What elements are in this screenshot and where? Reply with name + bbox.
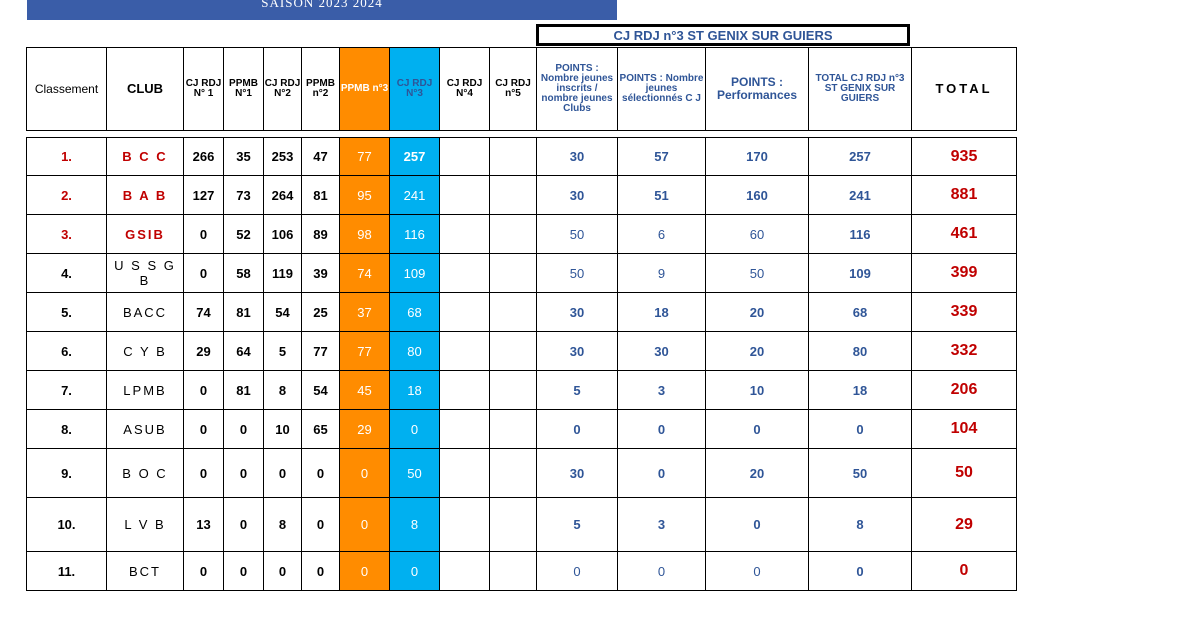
cell-cj1: 127: [184, 176, 224, 215]
header-row: [27, 48, 1017, 131]
cell-ppmb2: 39: [302, 254, 340, 293]
header-cj4: CJ RDJ N°4: [440, 48, 490, 131]
cell-cj4: [440, 254, 490, 293]
cell-p3: 20: [706, 449, 809, 498]
table-row: [27, 138, 1017, 176]
cell-cj1: 0: [184, 552, 224, 591]
cell-cj1: 0: [184, 254, 224, 293]
cell-cj5: [490, 371, 537, 410]
cell-rank: 5.: [27, 293, 107, 332]
cell-ppmb2: 0: [302, 552, 340, 591]
cell-cj2: 10: [264, 410, 302, 449]
cell-ppmb1: 81: [224, 293, 264, 332]
cell-tcj: 0: [809, 410, 912, 449]
cell-p1: 30: [537, 332, 618, 371]
cell-cj1: 266: [184, 138, 224, 176]
cell-tcj: 116: [809, 215, 912, 254]
cell-ppmb2: 0: [302, 449, 340, 498]
cell-p3: 60: [706, 215, 809, 254]
cell-cj4: [440, 371, 490, 410]
cell-cj3: 50: [390, 449, 440, 498]
cell-cj1: 0: [184, 410, 224, 449]
cell-ppmb1: 58: [224, 254, 264, 293]
cell-ppmb2: 89: [302, 215, 340, 254]
cell-ppmb1: 52: [224, 215, 264, 254]
cell-ppmb2: 25: [302, 293, 340, 332]
cell-p1: 30: [537, 293, 618, 332]
cell-cj5: [490, 449, 537, 498]
header-total: TOTAL: [912, 48, 1017, 131]
cell-rank: 9.: [27, 449, 107, 498]
cell-total: 29: [912, 498, 1017, 552]
cell-p1: 30: [537, 176, 618, 215]
cell-tcj: 109: [809, 254, 912, 293]
spacer-cell: [27, 131, 1017, 138]
cell-p3: 50: [706, 254, 809, 293]
cell-cj1: 0: [184, 449, 224, 498]
header-points-inscrits: POINTS : Nombre jeunes inscrits / nombre jeunes Clubs: [537, 48, 618, 131]
cell-p1: 50: [537, 254, 618, 293]
cell-cj4: [440, 215, 490, 254]
header-classement: Classement: [27, 48, 107, 131]
cell-ppmb3: 77: [340, 332, 390, 371]
cell-p2: 0: [618, 552, 706, 591]
cell-cj2: 253: [264, 138, 302, 176]
cell-cj2: 264: [264, 176, 302, 215]
cell-club: ASUB: [107, 410, 184, 449]
cell-club: L V B: [107, 498, 184, 552]
table-row: [27, 498, 1017, 552]
cell-p1: 0: [537, 552, 618, 591]
header-cj3: CJ RDJ N°3: [390, 48, 440, 131]
cell-club: BCT: [107, 552, 184, 591]
cell-cj3: 68: [390, 293, 440, 332]
cell-tcj: 80: [809, 332, 912, 371]
cell-p1: 30: [537, 449, 618, 498]
header-club: CLUB: [107, 48, 184, 131]
cell-rank: 10.: [27, 498, 107, 552]
cell-cj1: 0: [184, 215, 224, 254]
cell-p2: 6: [618, 215, 706, 254]
cell-tcj: 68: [809, 293, 912, 332]
cell-rank: 7.: [27, 371, 107, 410]
cj-rdj-3-header: CJ RDJ n°3 ST GENIX SUR GUIERS: [536, 24, 910, 46]
cell-club: GSIB: [107, 215, 184, 254]
cell-cj5: [490, 293, 537, 332]
cell-rank: 8.: [27, 410, 107, 449]
cell-cj4: [440, 498, 490, 552]
cell-ppmb3: 0: [340, 498, 390, 552]
cell-cj5: [490, 176, 537, 215]
cell-cj4: [440, 332, 490, 371]
cell-cj4: [440, 293, 490, 332]
cell-p1: 30: [537, 138, 618, 176]
cell-p3: 170: [706, 138, 809, 176]
cell-cj4: [440, 138, 490, 176]
cell-total: 0: [912, 552, 1017, 591]
cell-cj3: 18: [390, 371, 440, 410]
cell-p3: 0: [706, 410, 809, 449]
cell-cj1: 29: [184, 332, 224, 371]
cell-cj2: 5: [264, 332, 302, 371]
table-row: [27, 371, 1017, 410]
cell-club: C Y B: [107, 332, 184, 371]
cell-total: 399: [912, 254, 1017, 293]
cell-cj5: [490, 552, 537, 591]
cell-cj1: 0: [184, 371, 224, 410]
cell-tcj: 8: [809, 498, 912, 552]
cell-cj5: [490, 138, 537, 176]
cell-tcj: 0: [809, 552, 912, 591]
cell-club: LPMB: [107, 371, 184, 410]
header-total-cj: TOTAL CJ RDJ n°3 ST GENIX SUR GUIERS: [809, 48, 912, 131]
cell-club: B O C: [107, 449, 184, 498]
cell-club: B A B: [107, 176, 184, 215]
cell-p1: 0: [537, 410, 618, 449]
cell-cj1: 74: [184, 293, 224, 332]
cell-cj2: 106: [264, 215, 302, 254]
ranking-table: [26, 47, 1017, 591]
table-row: [27, 410, 1017, 449]
cell-p1: 5: [537, 371, 618, 410]
cell-cj3: 116: [390, 215, 440, 254]
cell-rank: 6.: [27, 332, 107, 371]
cell-cj1: 13: [184, 498, 224, 552]
cell-total: 461: [912, 215, 1017, 254]
cell-ppmb2: 54: [302, 371, 340, 410]
cell-ppmb3: 29: [340, 410, 390, 449]
header-points-performances: POINTS : Performances: [706, 48, 809, 131]
cell-ppmb1: 64: [224, 332, 264, 371]
cell-ppmb3: 98: [340, 215, 390, 254]
cell-cj2: 0: [264, 449, 302, 498]
cell-p2: 57: [618, 138, 706, 176]
cell-rank: 11.: [27, 552, 107, 591]
cell-rank: 3.: [27, 215, 107, 254]
cell-ppmb1: 0: [224, 498, 264, 552]
cell-ppmb3: 77: [340, 138, 390, 176]
ranking-body: [27, 138, 1017, 591]
cell-cj4: [440, 410, 490, 449]
cell-rank: 2.: [27, 176, 107, 215]
cell-cj4: [440, 176, 490, 215]
cell-total: 206: [912, 371, 1017, 410]
cell-p2: 0: [618, 449, 706, 498]
cell-club: B C C: [107, 138, 184, 176]
cell-cj2: 119: [264, 254, 302, 293]
cell-cj3: 80: [390, 332, 440, 371]
cell-p2: 3: [618, 371, 706, 410]
cell-p1: 5: [537, 498, 618, 552]
header-cj1: CJ RDJ N° 1: [184, 48, 224, 131]
cell-cj2: 0: [264, 552, 302, 591]
cell-tcj: 18: [809, 371, 912, 410]
cell-ppmb3: 95: [340, 176, 390, 215]
cell-cj5: [490, 254, 537, 293]
cell-cj4: [440, 449, 490, 498]
cell-cj3: 8: [390, 498, 440, 552]
cell-cj5: [490, 332, 537, 371]
cell-ppmb2: 0: [302, 498, 340, 552]
cell-cj5: [490, 215, 537, 254]
cell-total: 339: [912, 293, 1017, 332]
table-row: [27, 215, 1017, 254]
header-ppmb3: PPMB n°3: [340, 48, 390, 131]
cell-cj5: [490, 498, 537, 552]
cell-cj2: 8: [264, 371, 302, 410]
cell-total: 104: [912, 410, 1017, 449]
cell-cj3: 0: [390, 552, 440, 591]
cell-total: 332: [912, 332, 1017, 371]
cell-ppmb3: 74: [340, 254, 390, 293]
cell-tcj: 50: [809, 449, 912, 498]
cell-p2: 9: [618, 254, 706, 293]
cell-cj2: 8: [264, 498, 302, 552]
cell-ppmb3: 0: [340, 449, 390, 498]
cell-ppmb1: 35: [224, 138, 264, 176]
cell-ppmb1: 0: [224, 552, 264, 591]
cell-p2: 3: [618, 498, 706, 552]
cell-cj5: [490, 410, 537, 449]
cell-ppmb3: 37: [340, 293, 390, 332]
cell-cj3: 257: [390, 138, 440, 176]
header-points-selection: POINTS : Nombre jeunes sélectionnés C J: [618, 48, 706, 131]
cell-cj3: 0: [390, 410, 440, 449]
cell-ppmb1: 0: [224, 410, 264, 449]
season-title: SAISON 2023 2024: [261, 0, 383, 10]
header-cj5: CJ RDJ n°5: [490, 48, 537, 131]
cell-p3: 10: [706, 371, 809, 410]
cell-p2: 18: [618, 293, 706, 332]
cell-cj2: 54: [264, 293, 302, 332]
cell-p3: 0: [706, 498, 809, 552]
cell-ppmb3: 45: [340, 371, 390, 410]
season-banner: [27, 0, 617, 20]
cell-club: BACC: [107, 293, 184, 332]
cell-tcj: 257: [809, 138, 912, 176]
cell-tcj: 241: [809, 176, 912, 215]
cell-ppmb2: 81: [302, 176, 340, 215]
cell-cj4: [440, 552, 490, 591]
table-row: [27, 332, 1017, 371]
spacer-row: [27, 131, 1017, 138]
cell-ppmb2: 77: [302, 332, 340, 371]
cell-rank: 4.: [27, 254, 107, 293]
cell-ppmb3: 0: [340, 552, 390, 591]
cell-p3: 0: [706, 552, 809, 591]
table-row: [27, 254, 1017, 293]
cell-rank: 1.: [27, 138, 107, 176]
cell-club: U S S G B: [107, 254, 184, 293]
cell-total: 935: [912, 138, 1017, 176]
cell-p2: 30: [618, 332, 706, 371]
header-cj2: CJ RDJ N°2: [264, 48, 302, 131]
cell-p3: 160: [706, 176, 809, 215]
cell-total: 50: [912, 449, 1017, 498]
cell-ppmb1: 81: [224, 371, 264, 410]
cell-ppmb2: 47: [302, 138, 340, 176]
cell-p2: 0: [618, 410, 706, 449]
cell-ppmb1: 0: [224, 449, 264, 498]
cell-cj3: 241: [390, 176, 440, 215]
cell-cj3: 109: [390, 254, 440, 293]
table-row: [27, 552, 1017, 591]
header-ppmb2: PPMB n°2: [302, 48, 340, 131]
cell-p1: 50: [537, 215, 618, 254]
header-ppmb1: PPMB N°1: [224, 48, 264, 131]
cell-ppmb1: 73: [224, 176, 264, 215]
cell-ppmb2: 65: [302, 410, 340, 449]
table-row: [27, 293, 1017, 332]
cell-p3: 20: [706, 332, 809, 371]
cell-p3: 20: [706, 293, 809, 332]
table-row: [27, 176, 1017, 215]
cell-total: 881: [912, 176, 1017, 215]
table-row: [27, 449, 1017, 498]
cell-p2: 51: [618, 176, 706, 215]
